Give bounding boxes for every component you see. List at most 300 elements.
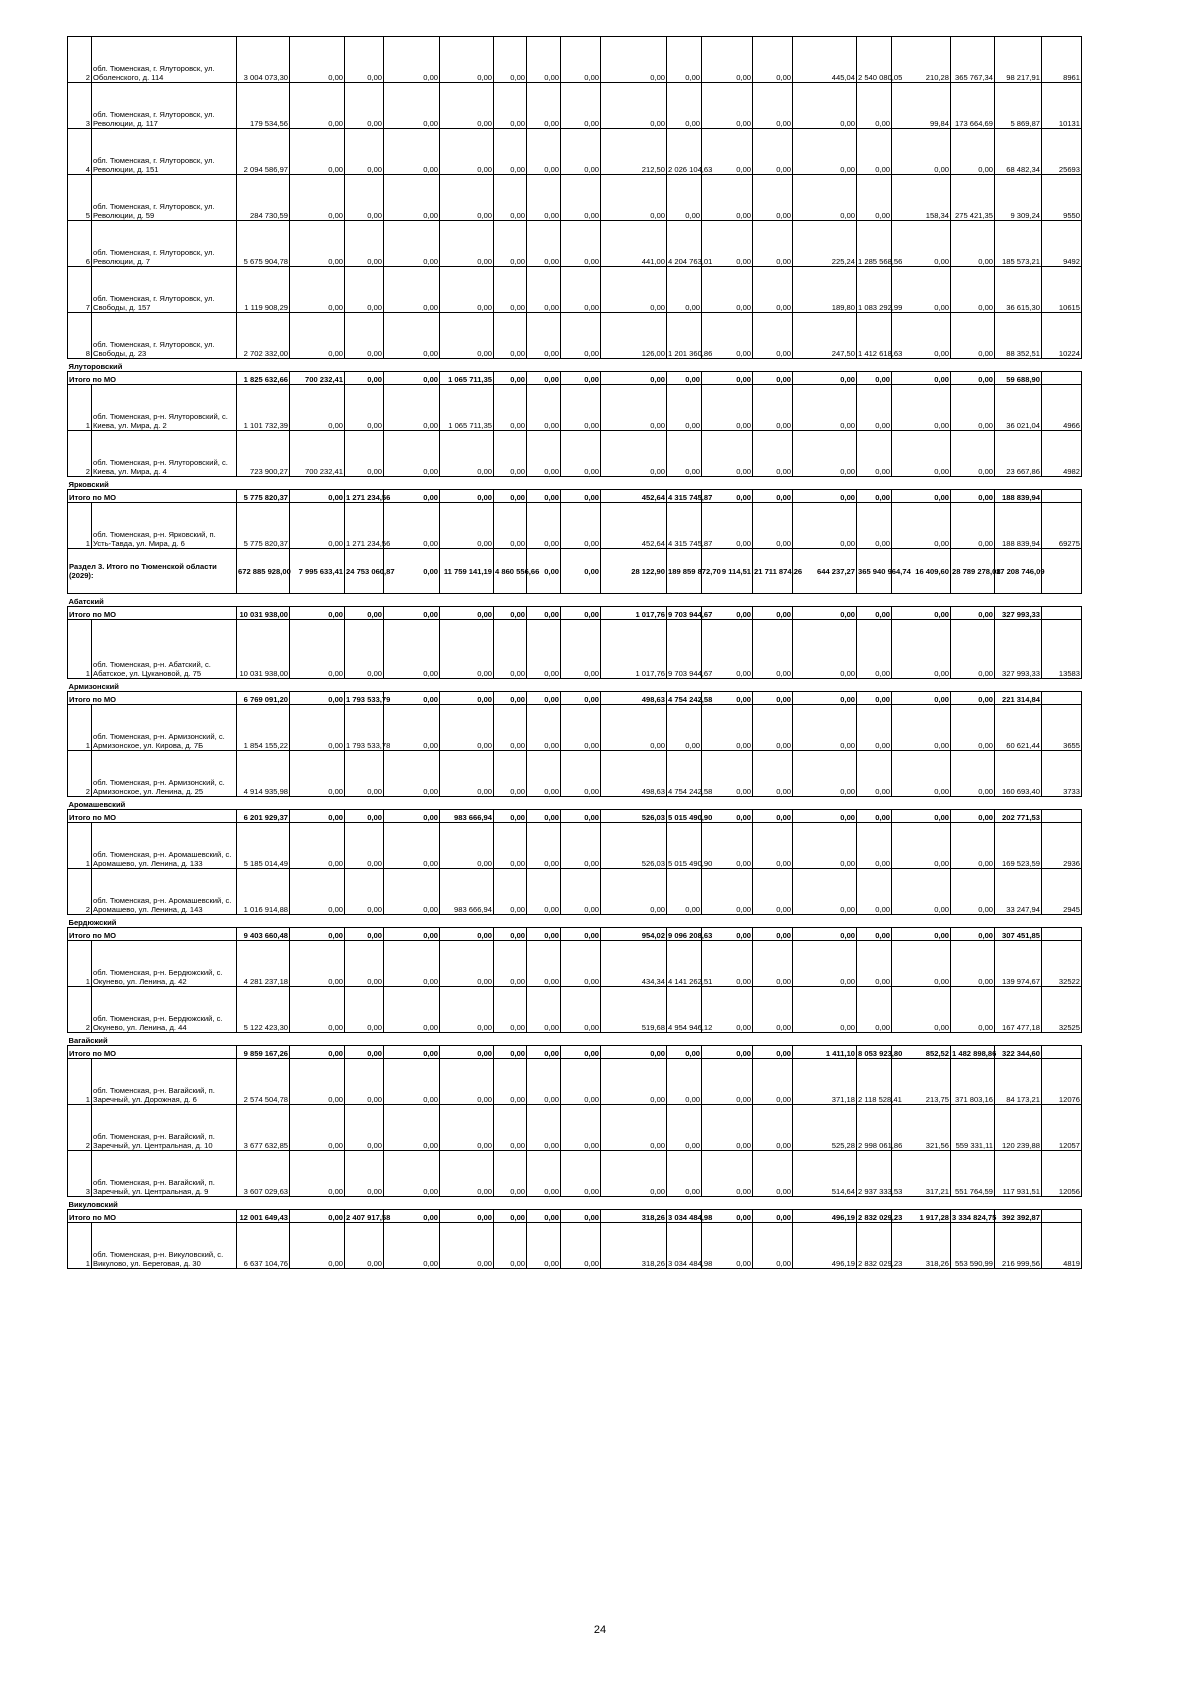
total-code	[1042, 692, 1082, 705]
row-value: 0,00	[951, 385, 995, 431]
row-value: 0,00	[384, 987, 440, 1033]
row-value: 0,00	[494, 823, 527, 869]
total-value: 9 096 208,63	[667, 928, 702, 941]
total-value: 0,00	[892, 928, 951, 941]
row-value: 0,00	[951, 705, 995, 751]
row-value: 0,00	[440, 987, 494, 1033]
row-value: 0,00	[384, 1105, 440, 1151]
row-value: 0,00	[527, 823, 561, 869]
row-value: 317,21	[892, 1151, 951, 1197]
total-value: 1 793 533,79	[345, 692, 384, 705]
row-value: 0,00	[892, 503, 951, 549]
row-value: 185 573,21	[995, 221, 1042, 267]
table-row	[68, 129, 1082, 175]
table-row	[68, 941, 1082, 987]
row-value: 0,00	[601, 175, 667, 221]
row-code: 25693	[1042, 129, 1082, 175]
row-value: 0,00	[345, 385, 384, 431]
row-value: 0,00	[702, 313, 753, 359]
row-value: 452,64	[601, 503, 667, 549]
row-value: 365 767,34	[951, 37, 995, 83]
row-code: 2945	[1042, 869, 1082, 915]
row-index: 6	[68, 221, 92, 267]
total-value: 0,00	[601, 1046, 667, 1059]
row-value: 88 352,51	[995, 313, 1042, 359]
row-value: 0,00	[494, 1105, 527, 1151]
row-code: 10615	[1042, 267, 1082, 313]
total-value: 221 314,84	[995, 692, 1042, 705]
row-value: 0,00	[384, 221, 440, 267]
row-value: 0,00	[892, 431, 951, 477]
row-value: 0,00	[494, 705, 527, 751]
row-value: 0,00	[345, 175, 384, 221]
total-value: 0,00	[527, 1210, 561, 1223]
municipality-name: Абатский	[68, 594, 1082, 607]
total-value: 0,00	[753, 1210, 793, 1223]
row-value: 4 754 242,58	[667, 751, 702, 797]
municipality-name: Ярковский	[68, 477, 1082, 490]
row-value: 2 998 061,86	[857, 1105, 892, 1151]
total-row	[68, 1046, 1082, 1059]
table-row	[68, 751, 1082, 797]
row-value: 120 239,88	[995, 1105, 1042, 1151]
row-value: 525,28	[793, 1105, 857, 1151]
row-value: 0,00	[601, 37, 667, 83]
total-code	[1042, 1046, 1082, 1059]
row-value: 0,00	[345, 267, 384, 313]
row-value: 371,18	[793, 1059, 857, 1105]
row-value: 5 122 423,30	[237, 987, 290, 1033]
row-value: 0,00	[345, 431, 384, 477]
total-code	[1042, 490, 1082, 503]
row-value: 0,00	[601, 83, 667, 129]
row-value: 0,00	[753, 37, 793, 83]
total-code	[1042, 1210, 1082, 1223]
total-value: 0,00	[753, 607, 793, 620]
row-index: 2	[68, 431, 92, 477]
row-value: 0,00	[561, 267, 601, 313]
row-value: 0,00	[345, 823, 384, 869]
row-value: 158,34	[892, 175, 951, 221]
row-value: 0,00	[384, 267, 440, 313]
row-value: 2 094 586,97	[237, 129, 290, 175]
row-value: 2 026 104,63	[667, 129, 702, 175]
row-value: 0,00	[494, 1223, 527, 1269]
row-value: 0,00	[601, 1105, 667, 1151]
total-value: 0,00	[702, 928, 753, 941]
row-code: 8961	[1042, 37, 1082, 83]
row-address: обл. Тюменская, р-н. Вагайский, п. Заречный, ул. Центральная, д. 9	[92, 1151, 237, 1197]
row-value: 0,00	[702, 1151, 753, 1197]
total-value: 0,00	[892, 372, 951, 385]
total-row	[68, 810, 1082, 823]
row-value: 0,00	[857, 503, 892, 549]
total-value: 0,00	[753, 372, 793, 385]
total-value: 6 769 091,20	[237, 692, 290, 705]
row-value: 5 185 014,49	[237, 823, 290, 869]
row-value: 0,00	[561, 431, 601, 477]
row-value: 0,00	[290, 1059, 345, 1105]
row-value: 0,00	[494, 37, 527, 83]
row-value: 1 271 234,56	[345, 503, 384, 549]
row-value: 0,00	[857, 941, 892, 987]
total-value: 1 017,76	[601, 607, 667, 620]
municipality-header-row	[68, 477, 1082, 490]
total-row	[68, 1210, 1082, 1223]
row-address: обл. Тюменская, г. Ялуторовск, ул. Революции, д. 59	[92, 175, 237, 221]
row-index: 2	[68, 751, 92, 797]
row-value: 0,00	[345, 941, 384, 987]
row-index: 1	[68, 941, 92, 987]
row-value: 2 937 333,53	[857, 1151, 892, 1197]
row-value: 0,00	[527, 987, 561, 1033]
total-value: 0,00	[561, 372, 601, 385]
total-value: 307 451,85	[995, 928, 1042, 941]
row-value: 0,00	[702, 503, 753, 549]
total-value: 5 775 820,37	[237, 490, 290, 503]
row-value: 5 675 904,78	[237, 221, 290, 267]
row-value: 0,00	[667, 705, 702, 751]
row-address: обл. Тюменская, р-н. Армизонский, с. Армизонское, ул. Ленина, д. 25	[92, 751, 237, 797]
row-value: 0,00	[667, 1059, 702, 1105]
total-row	[68, 372, 1082, 385]
row-value: 0,00	[384, 431, 440, 477]
row-value: 0,00	[793, 987, 857, 1033]
row-value: 173 664,69	[951, 83, 995, 129]
row-value: 1 119 908,29	[237, 267, 290, 313]
row-value: 4 141 262,51	[667, 941, 702, 987]
row-index: 1	[68, 503, 92, 549]
row-address: обл. Тюменская, р-н. Ярковский, п. Усть-Тавда, ул. Мира, д. 6	[92, 503, 237, 549]
total-label: Итого по МО	[68, 372, 237, 385]
row-value: 5 775 820,37	[237, 503, 290, 549]
row-value: 1 065 711,35	[440, 385, 494, 431]
row-value: 0,00	[892, 941, 951, 987]
row-value: 0,00	[527, 175, 561, 221]
row-value: 0,00	[290, 83, 345, 129]
total-value: 0,00	[702, 810, 753, 823]
total-value: 0,00	[527, 810, 561, 823]
row-value: 0,00	[440, 37, 494, 83]
row-value: 0,00	[857, 705, 892, 751]
row-code: 3733	[1042, 751, 1082, 797]
row-value: 0,00	[290, 503, 345, 549]
total-value: 0,00	[384, 1046, 440, 1059]
total-value: 852,52	[892, 1046, 951, 1059]
row-value: 0,00	[561, 823, 601, 869]
total-value: 0,00	[753, 692, 793, 705]
row-value: 983 666,94	[440, 869, 494, 915]
total-value: 0,00	[857, 607, 892, 620]
row-value: 0,00	[440, 751, 494, 797]
total-value: 17 208 746,09	[995, 549, 1042, 594]
total-value: 0,00	[667, 1046, 702, 1059]
row-value: 0,00	[667, 385, 702, 431]
row-address: обл. Тюменская, р-н. Армизонский, с. Армизонское, ул. Кирова, д. 7Б	[92, 705, 237, 751]
row-value: 0,00	[753, 620, 793, 679]
row-value: 5 869,87	[995, 83, 1042, 129]
row-value: 0,00	[345, 37, 384, 83]
table-row	[68, 620, 1082, 679]
row-value: 445,04	[793, 37, 857, 83]
row-value: 0,00	[384, 385, 440, 431]
row-value: 0,00	[527, 83, 561, 129]
total-value: 0,00	[384, 549, 440, 594]
row-value: 68 482,34	[995, 129, 1042, 175]
total-value: 0,00	[290, 607, 345, 620]
row-index: 8	[68, 313, 92, 359]
row-value: 0,00	[290, 751, 345, 797]
total-value: 0,00	[384, 372, 440, 385]
municipality-header-row	[68, 1033, 1082, 1046]
row-value: 0,00	[345, 83, 384, 129]
total-value: 28 122,90	[601, 549, 667, 594]
total-value: 0,00	[857, 692, 892, 705]
row-value: 0,00	[793, 705, 857, 751]
row-value: 2 540 080,05	[857, 37, 892, 83]
total-value: 0,00	[561, 607, 601, 620]
row-value: 0,00	[601, 385, 667, 431]
total-value: 0,00	[561, 1046, 601, 1059]
row-value: 318,26	[892, 1223, 951, 1269]
row-value: 0,00	[753, 941, 793, 987]
row-value: 0,00	[345, 1105, 384, 1151]
row-value: 225,24	[793, 221, 857, 267]
total-value: 0,00	[527, 928, 561, 941]
row-value: 0,00	[892, 313, 951, 359]
row-value: 526,03	[601, 823, 667, 869]
row-value: 1 101 732,39	[237, 385, 290, 431]
row-value: 0,00	[527, 620, 561, 679]
row-value: 0,00	[892, 620, 951, 679]
row-value: 0,00	[753, 267, 793, 313]
total-value: 0,00	[527, 607, 561, 620]
total-value: 0,00	[345, 810, 384, 823]
row-value: 3 607 029,63	[237, 1151, 290, 1197]
row-value: 496,19	[793, 1223, 857, 1269]
row-value: 10 031 938,00	[237, 620, 290, 679]
total-value: 188 839,94	[995, 490, 1042, 503]
total-value: 0,00	[702, 1210, 753, 1223]
total-value: 0,00	[440, 1210, 494, 1223]
total-value: 0,00	[793, 607, 857, 620]
row-value: 139 974,67	[995, 941, 1042, 987]
total-value: 189 859 872,70	[667, 549, 702, 594]
total-row	[68, 607, 1082, 620]
total-value: 0,00	[857, 372, 892, 385]
row-value: 284 730,59	[237, 175, 290, 221]
total-value: 0,00	[601, 372, 667, 385]
row-value: 117 931,51	[995, 1151, 1042, 1197]
total-value: 24 753 060,87	[345, 549, 384, 594]
row-value: 2 702 332,00	[237, 313, 290, 359]
row-value: 0,00	[702, 37, 753, 83]
total-value: 4 754 242,58	[667, 692, 702, 705]
row-value: 0,00	[440, 1059, 494, 1105]
row-value: 4 315 745,87	[667, 503, 702, 549]
row-value: 5 015 490,90	[667, 823, 702, 869]
row-index: 3	[68, 83, 92, 129]
row-value: 0,00	[702, 175, 753, 221]
row-value: 0,00	[857, 823, 892, 869]
total-value: 3 334 824,75	[951, 1210, 995, 1223]
table-row	[68, 1059, 1082, 1105]
total-value: 0,00	[702, 607, 753, 620]
row-index: 1	[68, 385, 92, 431]
row-code: 69275	[1042, 503, 1082, 549]
row-index: 1	[68, 823, 92, 869]
row-index: 1	[68, 1059, 92, 1105]
row-value: 0,00	[601, 705, 667, 751]
row-address: обл. Тюменская, р-н. Ялуторовский, с. Киева, ул. Мира, д. 2	[92, 385, 237, 431]
total-label: Итого по МО	[68, 607, 237, 620]
row-value: 0,00	[753, 987, 793, 1033]
row-value: 0,00	[527, 431, 561, 477]
row-address: обл. Тюменская, р-н. Бердюжский, с. Окунево, ул. Ленина, д. 44	[92, 987, 237, 1033]
row-value: 160 693,40	[995, 751, 1042, 797]
row-value: 0,00	[793, 751, 857, 797]
row-value: 0,00	[561, 869, 601, 915]
total-value: 0,00	[793, 928, 857, 941]
row-value: 0,00	[702, 751, 753, 797]
row-value: 0,00	[753, 129, 793, 175]
row-value: 0,00	[440, 431, 494, 477]
row-value: 0,00	[384, 1059, 440, 1105]
row-value: 0,00	[702, 1059, 753, 1105]
row-address: обл. Тюменская, р-н. Бердюжский, с. Окунево, ул. Ленина, д. 42	[92, 941, 237, 987]
row-value: 2 118 528,41	[857, 1059, 892, 1105]
row-value: 84 173,21	[995, 1059, 1042, 1105]
row-value: 0,00	[702, 83, 753, 129]
row-value: 0,00	[290, 987, 345, 1033]
total-value: 0,00	[561, 810, 601, 823]
total-value: 0,00	[527, 490, 561, 503]
row-value: 0,00	[290, 175, 345, 221]
row-value: 0,00	[753, 175, 793, 221]
row-value: 247,50	[793, 313, 857, 359]
row-index: 7	[68, 267, 92, 313]
total-label: Итого по МО	[68, 1210, 237, 1223]
row-value: 0,00	[753, 823, 793, 869]
total-value: 0,00	[494, 928, 527, 941]
row-value: 0,00	[440, 83, 494, 129]
row-value: 0,00	[667, 1105, 702, 1151]
municipality-header-row	[68, 359, 1082, 372]
row-value: 0,00	[892, 823, 951, 869]
row-value: 0,00	[753, 1223, 793, 1269]
row-index: 2	[68, 869, 92, 915]
total-label: Итого по МО	[68, 490, 237, 503]
row-value: 0,00	[290, 221, 345, 267]
row-value: 0,00	[494, 620, 527, 679]
total-value: 0,00	[951, 810, 995, 823]
row-value: 0,00	[494, 221, 527, 267]
row-index: 4	[68, 129, 92, 175]
row-value: 0,00	[951, 503, 995, 549]
row-index: 2	[68, 987, 92, 1033]
row-value: 0,00	[702, 823, 753, 869]
total-value: 0,00	[951, 928, 995, 941]
row-value: 723 900,27	[237, 431, 290, 477]
total-value: 0,00	[494, 607, 527, 620]
row-value: 0,00	[892, 267, 951, 313]
table-row	[68, 37, 1082, 83]
total-value: 12 001 649,43	[237, 1210, 290, 1223]
row-value: 1 285 568,56	[857, 221, 892, 267]
total-value: 0,00	[753, 490, 793, 503]
row-value: 551 764,59	[951, 1151, 995, 1197]
municipality-name: Ялуторовский	[68, 359, 1082, 372]
row-value: 0,00	[384, 941, 440, 987]
total-value: 2 407 917,58	[345, 1210, 384, 1223]
row-value: 0,00	[951, 941, 995, 987]
row-value: 0,00	[702, 620, 753, 679]
row-value: 0,00	[601, 1151, 667, 1197]
row-value: 0,00	[527, 1059, 561, 1105]
total-value: 0,00	[494, 1046, 527, 1059]
total-value: 21 711 874,26	[753, 549, 793, 594]
row-value: 0,00	[951, 431, 995, 477]
row-value: 0,00	[702, 941, 753, 987]
row-value: 0,00	[892, 221, 951, 267]
row-value: 0,00	[601, 431, 667, 477]
row-value: 0,00	[753, 705, 793, 751]
total-value: 9 114,51	[702, 549, 753, 594]
total-value: 0,00	[702, 1046, 753, 1059]
row-value: 0,00	[384, 83, 440, 129]
row-value: 0,00	[440, 267, 494, 313]
row-value: 559 331,11	[951, 1105, 995, 1151]
municipality-header-row	[68, 1197, 1082, 1210]
row-value: 0,00	[384, 175, 440, 221]
row-address: обл. Тюменская, г. Ялуторовск, ул. Свободы, д. 157	[92, 267, 237, 313]
row-value: 0,00	[384, 129, 440, 175]
row-value: 0,00	[345, 987, 384, 1033]
row-value: 0,00	[951, 221, 995, 267]
total-value: 0,00	[290, 1210, 345, 1223]
total-value: 0,00	[494, 692, 527, 705]
row-value: 519,68	[601, 987, 667, 1033]
total-value: 0,00	[440, 490, 494, 503]
total-value: 0,00	[793, 810, 857, 823]
row-value: 9 703 944,67	[667, 620, 702, 679]
total-value: 0,00	[561, 490, 601, 503]
row-value: 0,00	[384, 503, 440, 549]
row-value: 0,00	[290, 313, 345, 359]
row-value: 6 637 104,76	[237, 1223, 290, 1269]
total-value: 452,64	[601, 490, 667, 503]
row-value: 0,00	[290, 37, 345, 83]
row-value: 0,00	[290, 1151, 345, 1197]
municipality-header-row	[68, 594, 1082, 607]
total-value: 0,00	[753, 810, 793, 823]
row-value: 0,00	[702, 431, 753, 477]
total-value: 0,00	[290, 928, 345, 941]
row-value: 0,00	[702, 1223, 753, 1269]
row-value: 1 016 914,88	[237, 869, 290, 915]
row-value: 9 309,24	[995, 175, 1042, 221]
total-value: 0,00	[440, 928, 494, 941]
total-value: 0,00	[793, 692, 857, 705]
row-value: 0,00	[290, 941, 345, 987]
total-value: 1 917,28	[892, 1210, 951, 1223]
municipality-name: Вагайский	[68, 1033, 1082, 1046]
row-value: 0,00	[494, 385, 527, 431]
total-label: Итого по МО	[68, 1046, 237, 1059]
row-value: 0,00	[892, 385, 951, 431]
row-code: 9492	[1042, 221, 1082, 267]
row-value: 98 217,91	[995, 37, 1042, 83]
